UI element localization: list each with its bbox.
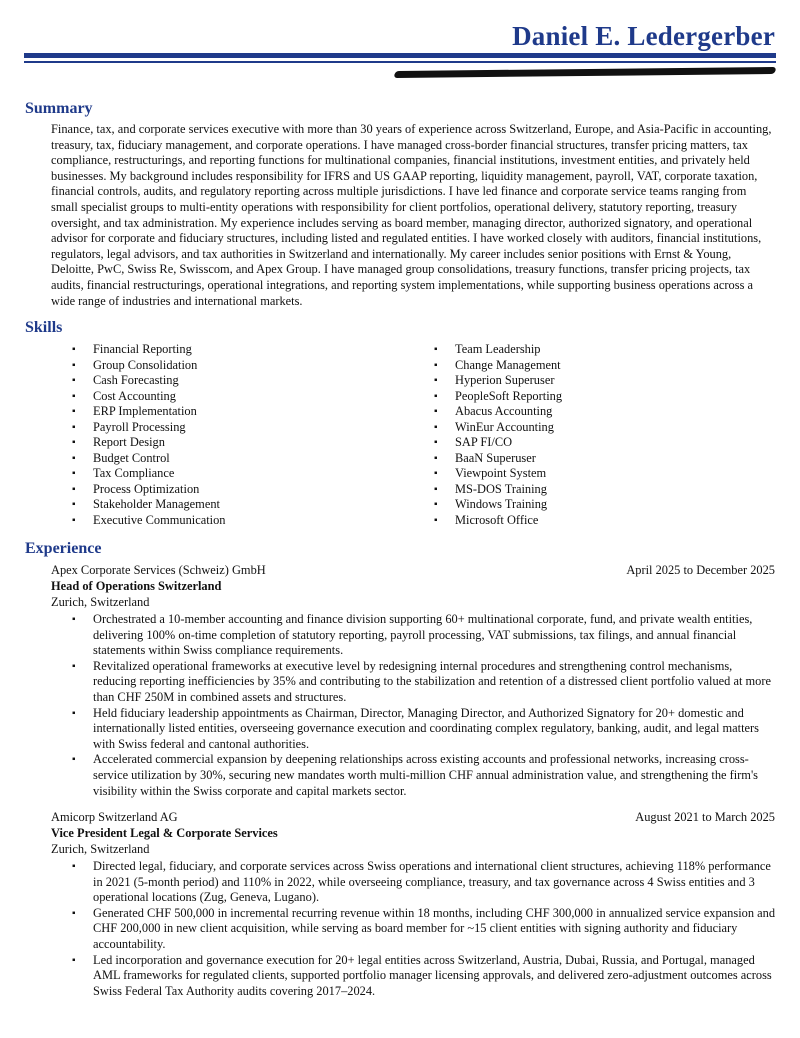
job-bullet xyxy=(72,952,775,1000)
skill-item-text: Stakeholder Management xyxy=(93,497,220,512)
skill-item-text: Process Optimization xyxy=(93,481,200,496)
skill-item xyxy=(434,481,562,498)
bullet-icon: ▪ xyxy=(434,344,438,355)
job-title: Head of Operations Switzerland xyxy=(51,579,222,593)
redacted-contact-line xyxy=(395,68,775,77)
skill-item xyxy=(434,357,562,374)
job-dates: April 2025 to December 2025 xyxy=(626,563,775,577)
job-bullet xyxy=(72,612,775,659)
bullet-icon: ▪ xyxy=(434,483,438,495)
summary-paragraph: Finance, tax, and corporate services executive with more than 30 years of experience across Switzerland, Europe, and Asia-Pacific in accounting, treasury, tax, fiduciary management, and corporate operations. I have managed cross-border financial structures, transfer pricing matters, tax compliance, restructurings, and reporting functions for multinational companies, financial institutions, investment entities, and privately held businesses. My background includes responsibility for IFRS and US GAAP reporting, liquidity management, payroll, VAT, corporate taxation, financial controls, audits, and regulatory reporting across multiple jurisdictions. I have led finance and corporate service teams ranging from small specialist groups to multi-entity operations with responsibility for client portfolios, operational delivery, statutory reporting, treasury oversight, and tax administration. My experience includes serving as board member, managing director, authorized signatory, and operational advisor for corporate and fiduciary structures, including listed and regulated entities. I have worked closely with auditors, financial institutions, regulators, legal advisors, and tax authorities in Switzerland and internationally. My career includes senior positions with Ernst & Young, Deloitte, PwC, Swiss Re, Swisscom, and Apex Group. I have managed group consolidations, treasury functions, transfer pricing projects, tax audits, financial restructurings, operational integrations, and reporting system implementations, while supporting business operations across a wide range of industries and international markets. xyxy=(51,122,772,308)
job-bullet xyxy=(72,905,776,953)
job-company: Amicorp Switzerland AG xyxy=(51,810,178,824)
skill-item-text: Windows Training xyxy=(455,497,548,512)
skill-item-text: SAP FI/CO xyxy=(455,435,513,450)
summary-heading: Summary xyxy=(25,100,93,117)
skill-item-text: PeopleSoft Reporting xyxy=(455,388,563,403)
skill-item-text: WinEur Accounting xyxy=(455,419,554,434)
job-bullet xyxy=(72,859,775,906)
skill-item-text: Report Design xyxy=(93,435,165,450)
skill-item xyxy=(434,419,562,436)
skill-item-text: ERP Implementation xyxy=(93,404,197,419)
job-bullet-text: Generated CHF 500,000 in incremental recurring revenue within 18 months, including CHF 300,000 in annualized service expansion and CHF 200,000 in new client acquisition, while serving as board member for ~15 client entities with signing authority and fiduciary accountability. xyxy=(93,905,776,951)
skill-item xyxy=(434,513,562,529)
bullet-icon: ▪ xyxy=(72,861,76,872)
bullet-icon: ▪ xyxy=(72,707,76,719)
skill-item xyxy=(434,466,562,482)
bullet-icon: ▪ xyxy=(434,452,438,464)
bullet-icon: ▪ xyxy=(72,406,76,418)
bullet-icon: ▪ xyxy=(72,468,76,480)
bullet-icon: ▪ xyxy=(72,754,76,766)
job-bullet-list xyxy=(72,612,775,799)
bullet-icon: ▪ xyxy=(72,614,76,625)
job-bullet xyxy=(72,752,775,799)
skill-item xyxy=(72,373,225,389)
bullet-icon: ▪ xyxy=(434,390,438,402)
job-bullet xyxy=(72,658,775,706)
skill-item xyxy=(434,404,562,420)
skill-item xyxy=(434,373,562,389)
skill-item-text: Cost Accounting xyxy=(93,388,176,403)
bullet-icon: ▪ xyxy=(434,406,438,418)
skill-item xyxy=(72,419,225,436)
skill-item-text: Hyperion Superuser xyxy=(455,373,555,388)
job-bullet-text: Held fiduciary leadership appointments as Chairman, Director, Managing Director, and Authorized Signatory for 20+ domestic and internationally listed entities, overseeing governance execution and coordinating complex regulatory, banking, audit, and legal matters with Swiss federal and cantonal authorities. xyxy=(93,705,760,751)
job-bullet-text: Led incorporation and governance execution for 20+ legal entities across Switzerland, Austria, Dubai, Russia, and Portugal, managed AML frameworks for regulated clients, supported portfolio manager licensing approvals, and delivered zero-adjustment outcomes across Swiss Federal Tax Authority audits covering 2017–2024. xyxy=(93,952,772,998)
header-rule-thin xyxy=(24,61,776,63)
skill-item-text: MS-DOS Training xyxy=(455,481,547,496)
skill-item xyxy=(434,497,562,513)
skill-item-text: Financial Reporting xyxy=(93,342,192,356)
bullet-icon: ▪ xyxy=(434,421,438,433)
candidate-name: Daniel E. Ledergerber xyxy=(512,21,775,51)
skill-item-text: Tax Compliance xyxy=(93,466,175,481)
skills-heading: Skills xyxy=(25,319,63,336)
skill-item-text: Viewpoint System xyxy=(455,466,547,481)
bullet-icon: ▪ xyxy=(434,468,438,480)
bullet-icon: ▪ xyxy=(434,359,438,371)
skill-item xyxy=(72,388,225,405)
job-bullet-list xyxy=(72,859,776,999)
bullet-icon: ▪ xyxy=(72,390,76,402)
skill-item xyxy=(72,435,225,451)
job-bullet-text: Directed legal, fiduciary, and corporate services across Swiss operations and international client structures, achieving 118% performance in 2021 (5-month period) and 110% in 2022, while overseeing compliance, treasury, and tax governance across 4 Swiss entities and 3 operational locations (Zug, Geneva, Lugano). xyxy=(93,859,771,905)
skill-item-text: Cash Forecasting xyxy=(93,373,179,388)
bullet-icon: ▪ xyxy=(72,437,76,449)
skill-item-text: Team Leadership xyxy=(455,342,541,356)
skill-item xyxy=(72,357,225,374)
bullet-icon: ▪ xyxy=(72,344,76,355)
bullet-icon: ▪ xyxy=(434,499,438,511)
job-bullet xyxy=(72,705,775,753)
skill-item xyxy=(434,450,562,467)
job-bullet-text: Accelerated commercial expansion by deepening relationships across existing accounts and professional networks, increasing cross-service utilization by 30%, securing new mandates worth multi-million CHF annual administration value, and strengthening the firm's visibility within the Swiss corporate and capital markets sector. xyxy=(93,752,758,798)
skills-list-right xyxy=(434,342,563,529)
skill-item-text: Change Management xyxy=(455,357,561,372)
skill-item xyxy=(72,450,225,467)
skill-item xyxy=(72,404,225,420)
job-location: Zurich, Switzerland xyxy=(51,595,150,609)
skills-list-left xyxy=(72,342,226,529)
experience-heading: Experience xyxy=(25,540,102,557)
job-dates: August 2021 to March 2025 xyxy=(635,810,775,824)
bullet-icon: ▪ xyxy=(434,515,438,527)
skill-item xyxy=(72,497,225,513)
header-rule-thick xyxy=(24,53,776,58)
bullet-icon: ▪ xyxy=(72,452,76,464)
bullet-icon: ▪ xyxy=(72,660,76,672)
bullet-icon: ▪ xyxy=(72,359,76,371)
skill-item-text: BaaN Superuser xyxy=(455,450,536,465)
skill-item-text: Executive Communication xyxy=(93,513,226,528)
skill-item-text: Payroll Processing xyxy=(93,419,186,434)
bullet-icon: ▪ xyxy=(72,954,76,966)
skill-item-text: Group Consolidation xyxy=(93,357,198,372)
job-location: Zurich, Switzerland xyxy=(51,842,150,856)
job-bullet-text: Revitalized operational frameworks at executive level by redesigning internal procedures and strengthening control mechanisms, reducing reporting inefficiencies by 35% and contributing to the stabilization and retention of a distressed client portfolio valued at more than CHF 250M in combined assets and structures. xyxy=(93,658,771,704)
job-bullet-text: Orchestrated a 10-member accounting and finance division supporting 60+ multinational corporate, fund, and private wealth entities, delivering 100% on-time completion of statutory reporting, payroll processing, VAT submissions, tax filings, and annual financial statements within Swiss compliance requirements. xyxy=(93,612,753,658)
skill-item-text: Budget Control xyxy=(93,450,170,465)
bullet-icon: ▪ xyxy=(72,907,76,919)
skill-item xyxy=(72,481,225,498)
bullet-icon: ▪ xyxy=(72,499,76,511)
bullet-icon: ▪ xyxy=(72,483,76,495)
skill-item xyxy=(434,435,562,451)
bullet-icon: ▪ xyxy=(72,515,76,527)
job-company: Apex Corporate Services (Schweiz) GmbH xyxy=(51,563,266,577)
skill-item xyxy=(72,342,225,358)
redaction-mark xyxy=(394,67,777,78)
bullet-icon: ▪ xyxy=(72,375,76,387)
skill-item-text: Abacus Accounting xyxy=(455,404,553,419)
skill-item-text: Microsoft Office xyxy=(455,513,539,528)
skill-item xyxy=(72,513,226,529)
skill-item xyxy=(72,466,225,482)
skill-item xyxy=(434,342,562,358)
bullet-icon: ▪ xyxy=(434,375,438,387)
bullet-icon: ▪ xyxy=(72,421,76,433)
skill-item xyxy=(434,388,563,405)
bullet-icon: ▪ xyxy=(434,437,438,449)
job-title: Vice President Legal & Corporate Services xyxy=(51,826,278,840)
